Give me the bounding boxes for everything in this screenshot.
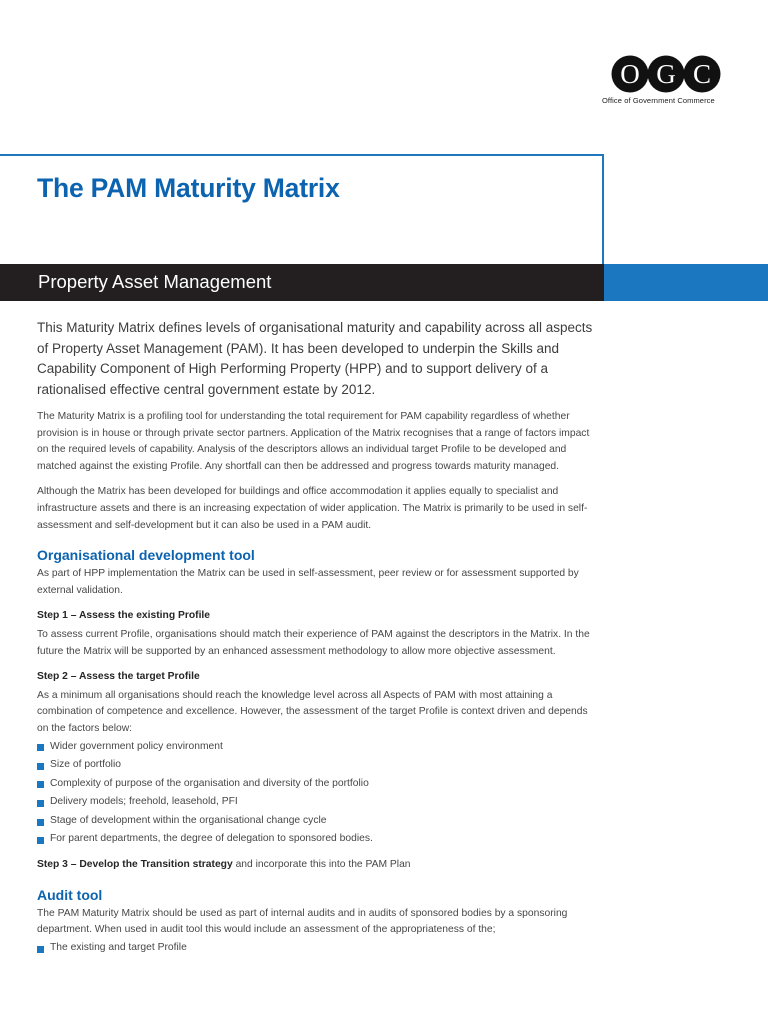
bullet-square-icon [37,781,44,788]
list-item: Size of portfolio [37,756,597,775]
bullet-square-icon [37,837,44,844]
section-banner [0,264,604,301]
paragraph-application: Although the Matrix has been developed for buildings and office accommodation it applies equally to specialist and infrastructure assets and there is an increasing expectation of wider application. The Matrix is primarily to be used in self-assessment and self-development but it can also be used in a PAM audit. [37,486,588,531]
paragraph-profiling-tool: The Maturity Matrix is a profiling tool for understanding the total requirement for PAM capability regardless of whether provision is in house or through private sector partners. Application of the Matrix recognises that a range of factors impact on the required levels of capability. Analysis of the descriptors allows an individual target Profile to be developed and matched against the existing Profile. Any shortfall can then be addressed and progress towards maturity managed. [37,411,590,472]
step3-line [37,857,597,874]
step1-text: To assess current Profile, organisations should match their experience of PAM against the descriptors in the Matrix. In the future the Matrix will be supported by an enhanced assessment methodology to allow more objective assessment. [37,628,590,657]
page-title: The PAM Maturity Matrix [37,173,340,203]
heading-organisational-development-tool: Organisational development tool [37,547,255,564]
logo-subtitle: Office of Government Commerce [602,96,715,105]
step2-heading: Step 2 – Assess the target Profile [37,671,200,683]
list-item: Delivery models; freehold, leasehold, PFI [37,793,597,812]
factor-list [37,738,597,850]
logo-letter-o: O [620,59,640,89]
ogc-logo [611,55,721,93]
heading-audit-tool: Audit tool [37,886,103,903]
step2-text: As a minimum all organisations should reach the knowledge level across all Aspects of PAM with most attaining a combination of competence and excellence. However, the assessment of the target Profile is context driven and depends on the factors below: [37,689,588,734]
bullet-square-icon [37,819,44,826]
list-item: Wider government policy environment [37,738,597,757]
banner-label: Property Asset Management [38,271,272,292]
bullet-square-icon [37,946,44,953]
main-content [37,318,597,957]
list-item: For parent departments, the degree of delegation to sponsored bodies. [37,830,597,849]
step1-heading: Step 1 – Assess the existing Profile [37,610,211,622]
bullet-square-icon [37,744,44,751]
intro-paragraph: This Maturity Matrix defines levels of organisational maturity and capability across all aspects of Property Asset Management (PAM). It has been developed to underpin the Skills and Capability Component of High Performing Property (HPP) and to support delivery of a rationalised effective central government estate by 2012. [37,320,593,397]
paragraph-audit: The PAM Maturity Matrix should be used as part of internal audits and in audits of sponsored bodies by a sponsoring department. When used in audit tool this would include an assessment of the appropriateness of the; [37,907,568,936]
list-item: Complexity of purpose of the organisation and diversity of the portfolio [37,775,597,794]
logo-letter-c: C [692,59,712,89]
list-item: The existing and target Profile [37,939,597,958]
frame-top-rule [0,154,604,156]
step3-heading: Step 3 – Develop the Transition strategy [37,859,233,871]
list-item: Stage of development within the organisational change cycle [37,812,597,831]
audit-list [37,939,597,958]
bullet-square-icon [37,800,44,807]
banner-accent [604,264,768,301]
paragraph-org-dev: As part of HPP implementation the Matrix can be used in self-assessment, peer review or for assessment supported by external validation. [37,568,579,596]
logo-letter-g: G [656,59,676,89]
step3-text: and incorporate this into the PAM Plan [232,859,411,871]
frame-right-rule [602,154,604,265]
bullet-square-icon [37,763,44,770]
